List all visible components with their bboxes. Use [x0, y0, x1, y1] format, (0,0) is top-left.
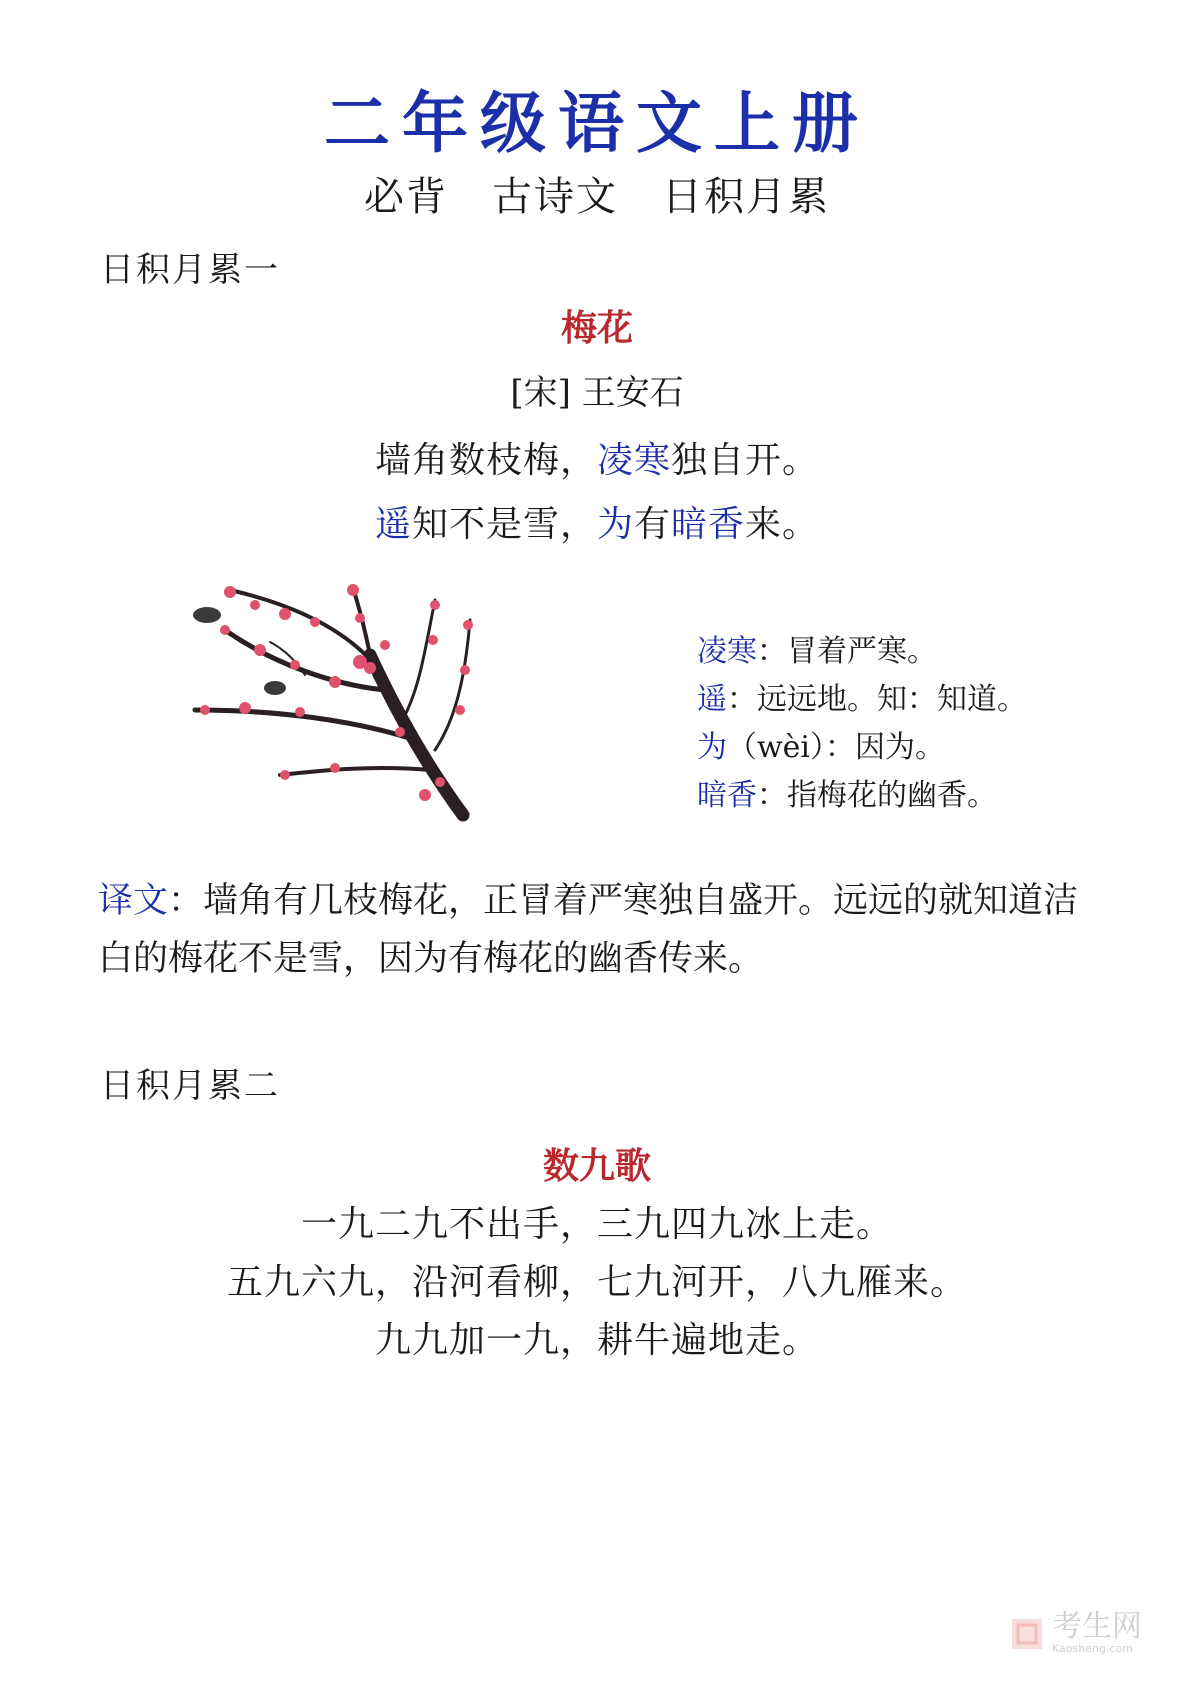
page-title: 二年级语文上册 [324, 85, 870, 162]
poem1-line1-part: 墙角数枝梅， [374, 440, 597, 481]
note-term: 为 [697, 730, 727, 765]
note-item [697, 724, 1027, 772]
poem1-line1-part: 独自开。 [671, 440, 820, 481]
note-item [697, 628, 1027, 676]
poem1-line2-highlight: 暗香 [671, 504, 746, 545]
note-desc: ：指梅花的幽香。 [757, 778, 997, 813]
translation-paragraph [98, 872, 1108, 988]
subtitle-part-1: 必背 [364, 174, 448, 220]
plum-blossom-illustration [185, 570, 515, 825]
watermark-text: 考生网 [1052, 1609, 1142, 1644]
poem1-line-2 [0, 496, 1194, 547]
poem2-line-3: 九九加一九，耕牛遍地走。 [374, 1320, 819, 1361]
note-item [697, 772, 1027, 820]
subtitle-part-2: 古诗文 [492, 174, 618, 220]
subtitle-part-3: 日积月累 [662, 174, 830, 220]
note-term: 凌寒 [697, 634, 757, 669]
poem1-line2-part: 来。 [745, 504, 820, 545]
translation-label: 译文 [98, 881, 169, 921]
section2-label: 日积月累二 [100, 1066, 280, 1106]
poem2-line-2: 五九六九，沿河看柳，七九河开，八九雁来。 [226, 1262, 967, 1303]
poem2-line-1: 一九二九不出手，三九四九冰上走。 [300, 1204, 893, 1245]
section1-label: 日积月累一 [100, 250, 280, 290]
note-desc: （wèi）：因为。 [727, 730, 946, 765]
poem1-line2-highlight: 为 [596, 504, 634, 545]
poem1-line2-part: 有 [634, 504, 672, 545]
translation-text: ：墙角有几枝梅花，正冒着严寒独自盛开。远远的就知道洁白的梅花不是雪，因为有梅花的幽香传来。 [98, 881, 1079, 979]
note-desc: ：远远地。知：知道。 [727, 682, 1027, 717]
poem1-author: [宋] 王安石 [510, 373, 684, 413]
poem1-line-1 [0, 432, 1194, 483]
note-term: 暗香 [697, 778, 757, 813]
poem1-line2-part: 知不是雪， [411, 504, 597, 545]
note-desc: ：冒着严寒。 [757, 634, 937, 669]
vocabulary-notes [697, 628, 1027, 820]
poem2-title: 数九歌 [542, 1145, 651, 1187]
poem1-title: 梅花 [560, 307, 633, 349]
poem1-line2-highlight: 遥 [374, 504, 412, 545]
page-subtitle [0, 165, 1194, 222]
kaosheng-logo-icon [1010, 1617, 1044, 1651]
note-term: 遥 [697, 682, 727, 717]
watermark-subtext: Kaosheng.com [1052, 1642, 1133, 1655]
site-watermark [1010, 1609, 1142, 1655]
poem1-line1-highlight: 凌寒 [596, 440, 671, 481]
note-item [697, 676, 1027, 724]
